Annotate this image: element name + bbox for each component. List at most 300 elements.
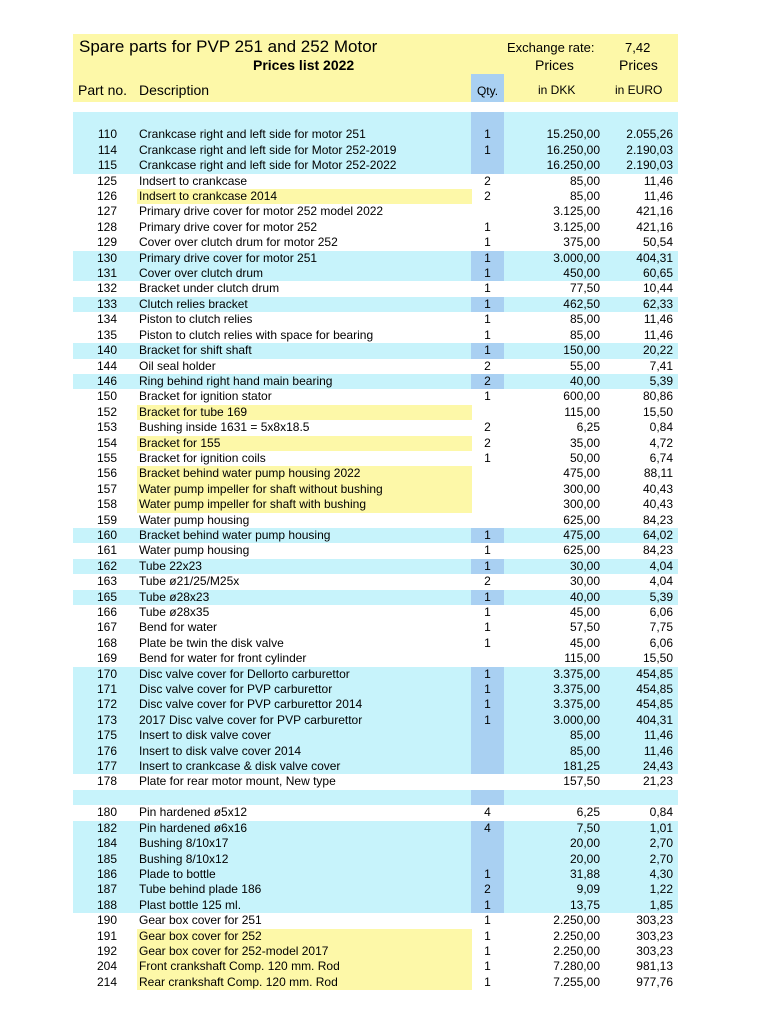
table-row [73,852,678,867]
part-quantity: 1 [471,590,504,605]
part-quantity: 1 [484,635,491,650]
price-euro: 0,84 [649,805,673,820]
part-description: Bracket for ignition stator [139,389,272,404]
price-dkk: 45,00 [569,605,600,619]
price-dkk: 35,00 [569,435,600,450]
part-quantity: 4 [484,805,491,820]
price-euro: 6,06 [649,635,673,650]
part-number: 172 [96,697,117,712]
table-row [73,143,678,158]
table-row [73,774,678,789]
part-description: Tube ø28x35 [139,605,210,619]
part-number: 191 [96,928,117,943]
table-row [73,744,678,759]
table-row [73,359,678,374]
price-euro: 15,50 [642,651,673,666]
part-description: Tube ø28x23 [139,589,210,604]
price-euro: 2,70 [649,851,673,866]
part-description: Gear box cover for 251 [139,913,262,928]
table-row [73,759,678,774]
price-euro: 11,46 [643,189,673,204]
price-dkk: 16.250,00 [546,142,600,157]
part-quantity: 4 [471,821,504,836]
table-row [73,451,678,466]
part-number: 190 [96,913,117,928]
price-euro: 62,33 [642,296,673,311]
part-number: 185 [96,851,117,866]
part-number: 153 [96,420,117,435]
part-description: Rear crankshaft Comp. 120 mm. Rod [137,975,472,990]
part-description: Plade to bottle [139,866,216,881]
part-description: Bushing 8/10x12 [139,851,229,866]
column-header-dkk: in DKK [538,83,576,97]
part-description: Bracket behind water pump housing [139,527,331,542]
part-description: Piston to clutch relies [139,312,253,327]
part-quantity [471,204,504,219]
part-quantity: 1 [484,913,491,928]
part-quantity: 2 [484,435,491,450]
price-euro: 40,43 [642,497,673,512]
table-row [73,466,678,481]
price-euro: 50,54 [642,235,673,250]
part-number: 214 [96,974,117,989]
price-euro: 11,46 [643,327,673,342]
part-quantity: 2 [484,574,491,589]
price-dkk: 13,75 [569,897,600,912]
part-number: 125 [96,173,117,188]
table-row [73,682,678,697]
table-row [73,497,678,512]
part-description: Tube 22x23 [139,558,202,573]
price-dkk: 9,09 [576,882,600,897]
price-dkk: 3.375,00 [553,666,600,681]
table-row [73,112,678,127]
price-dkk: 30,00 [569,574,600,589]
part-number: 169 [96,651,117,666]
part-number: 146 [96,373,117,388]
part-quantity: 1 [471,867,504,882]
part-description: Tube ø21/25/M25x [139,574,240,589]
price-dkk: 2.250,00 [553,928,600,943]
part-number: 176 [96,743,117,758]
table-row [73,559,678,574]
table-row [73,713,678,728]
part-description: Cover over clutch drum [139,266,264,281]
part-quantity [471,774,504,789]
part-number: 166 [96,605,117,619]
price-dkk: 3.125,00 [553,204,600,219]
part-description: Water pump impeller for shaft with bushing [137,497,472,512]
price-euro: 4,30 [649,866,673,881]
price-dkk: 625,00 [563,543,600,558]
part-quantity [471,513,504,528]
part-number: 175 [96,728,117,743]
price-dkk: 77,50 [569,281,600,296]
price-dkk: 2.250,00 [553,913,600,928]
table-row [73,405,678,420]
part-quantity [471,852,504,867]
part-description: Insert to crankcase & disk valve cover [139,759,341,774]
part-description: Indsert to crankcase 2014 [137,189,472,204]
part-quantity: 2 [484,420,491,435]
part-quantity: 1 [484,620,491,635]
part-number: 184 [96,836,117,851]
price-euro: 4,72 [649,435,673,450]
table-row [73,297,678,312]
price-euro: 404,31 [636,712,673,727]
price-euro: 1,85 [649,897,673,912]
price-euro: 11,46 [643,173,673,188]
price-dkk: 462,50 [563,296,600,311]
table-row [73,651,678,666]
price-euro: 1,01 [649,820,673,835]
table-row [73,913,678,928]
part-description: Crankcase right and left side for Motor 252-2019 [139,142,397,157]
price-euro: 88,11 [643,466,673,481]
price-dkk: 85,00 [569,312,600,327]
part-number: 204 [96,959,117,974]
price-dkk: 40,00 [569,589,600,604]
part-description: Plast bottle 125 ml. [139,897,242,912]
price-dkk: 300,00 [563,497,600,512]
part-number: 130 [96,250,117,265]
part-quantity: 1 [471,898,504,913]
price-dkk: 600,00 [563,389,600,404]
exchange-rate-value: 7,42 [625,40,651,55]
part-description: Primary drive cover for motor 252 [139,219,318,234]
price-dkk: 450,00 [563,266,600,281]
table-row [73,312,678,327]
part-quantity: 1 [484,543,491,558]
part-quantity: 1 [484,943,491,958]
price-dkk: 6,25 [576,420,600,435]
table-row [73,343,678,358]
table-row [73,174,678,189]
table-row [73,898,678,913]
part-number: 170 [96,666,117,681]
part-quantity [471,158,504,173]
table-row [73,420,678,435]
part-number: 159 [96,512,117,527]
part-number: 126 [96,189,117,204]
exchange-rate-label: Exchange rate: [507,40,595,55]
part-description: Pin hardened ø6x16 [139,820,248,835]
part-number: 161 [96,543,117,558]
part-number: 173 [96,712,117,727]
part-quantity: 1 [471,143,504,158]
part-quantity: 1 [471,559,504,574]
price-euro: 60,65 [642,266,673,281]
price-dkk: 150,00 [563,343,600,358]
part-number: 168 [96,635,117,650]
part-description: Front crankshaft Comp. 120 mm. Rod [137,959,472,974]
document-subtitle: Prices list 2022 [253,57,355,73]
part-number: 187 [96,882,117,897]
table-row [73,959,678,974]
price-dkk: 7,50 [576,820,600,835]
part-quantity [471,728,504,743]
part-description: Cover over clutch drum for motor 252 [139,235,338,250]
part-description: Water pump housing [139,512,250,527]
price-dkk: 2.250,00 [553,943,600,958]
table-row [73,374,678,389]
price-dkk: 85,00 [569,327,600,342]
price-dkk: 85,00 [569,173,600,188]
price-dkk: 6,25 [576,805,600,820]
part-description: Bend for water [139,620,218,635]
price-euro: 2,70 [649,836,673,851]
price-euro: 7,75 [649,620,673,635]
part-number: 178 [96,774,117,789]
price-dkk: 115,00 [564,404,600,419]
table-row [73,667,678,682]
part-description: Piston to clutch relies with space for bearing [139,327,374,342]
part-number: 162 [96,558,117,573]
price-dkk: 40,00 [569,373,600,388]
price-euro: 10,44 [642,281,673,296]
price-euro: 981,13 [636,959,673,974]
table-row [73,235,678,250]
column-header-euro: in EURO [615,83,663,97]
price-dkk: 7.280,00 [553,959,600,974]
price-dkk: 20,00 [569,851,600,866]
part-description: Bushing inside 1631 = 5x8x18.5 [139,420,310,435]
part-description: Bracket for ignition coils [139,450,266,465]
price-dkk: 85,00 [569,189,600,204]
part-description: Insert to disk valve cover 2014 [139,743,302,758]
part-description: Crankcase right and left side for motor 251 [139,127,366,142]
part-description: Plate be twin the disk valve [139,635,284,650]
part-description: Water pump housing [139,543,250,558]
price-euro: 421,16 [636,204,673,219]
price-dkk: 475,00 [563,527,600,542]
price-euro: 11,46 [643,743,673,758]
table-row [73,281,678,296]
part-description: Disc valve cover for PVP carburettor [139,682,333,697]
price-euro: 6,06 [649,605,673,619]
part-description: Primary drive cover for motor 251 [139,250,318,265]
part-description: Bracket behind water pump housing 2022 [137,466,472,481]
table-row [73,590,678,605]
part-description: Plate for rear motor mount, New type [139,774,336,789]
price-dkk: 375,00 [563,235,600,250]
part-quantity [471,482,504,497]
table-row [73,543,678,558]
price-euro: 421,16 [636,219,673,234]
table-row [73,620,678,635]
part-number: 160 [96,527,117,542]
part-number: 134 [96,312,117,327]
table-row [73,605,678,620]
part-description: Clutch relies bracket [139,296,248,311]
table-row [73,805,678,820]
table-row [73,836,678,851]
part-quantity [471,744,504,759]
table-row [73,266,678,281]
price-dkk: 157,50 [563,774,600,789]
part-number: 156 [96,466,117,481]
price-dkk: 85,00 [569,743,600,758]
part-number: 182 [96,820,117,835]
price-dkk: 57,50 [569,620,600,635]
price-dkk: 55,00 [569,358,600,373]
price-euro: 21,23 [642,774,673,789]
part-quantity: 2 [484,173,491,188]
part-quantity: 1 [471,266,504,281]
part-description: Bushing 8/10x17 [139,836,229,851]
part-quantity: 1 [471,343,504,358]
part-quantity: 1 [484,281,491,296]
table-row [73,867,678,882]
part-quantity [471,405,504,420]
price-euro: 6,74 [649,450,673,465]
table-row [73,220,678,235]
parts-table [73,112,678,990]
part-quantity: 1 [471,251,504,266]
price-dkk: 50,00 [569,450,600,465]
price-euro: 20,22 [642,343,673,358]
part-description: Water pump impeller for shaft without bushing [137,482,472,497]
part-number: 114 [97,142,117,157]
part-quantity: 1 [471,127,504,142]
price-euro: 454,85 [636,682,673,697]
part-quantity: 1 [484,928,491,943]
price-dkk: 115,00 [564,651,600,666]
part-number: 133 [96,296,117,311]
price-euro: 64,02 [642,527,673,542]
part-description: Insert to disk valve cover [139,728,272,743]
part-quantity [471,651,504,666]
part-number: 144 [96,358,117,373]
part-quantity: 1 [471,667,504,682]
column-header-description: Description [139,82,210,98]
price-dkk: 20,00 [569,836,600,851]
price-euro: 4,04 [649,574,673,589]
price-euro: 303,23 [636,943,673,958]
part-quantity [471,497,504,512]
part-quantity: 1 [471,697,504,712]
part-quantity: 1 [484,312,491,327]
part-quantity [471,112,504,127]
price-dkk: 3.000,00 [553,712,600,727]
part-number: 140 [96,343,117,358]
part-description: Bracket under clutch drum [139,281,280,296]
table-row [73,728,678,743]
part-number: 155 [96,450,117,465]
part-description: Gear box cover for 252 [137,929,472,944]
price-euro: 2.190,03 [626,142,673,157]
part-description: Crankcase right and left side for Motor 252-2022 [139,158,397,173]
table-row [73,204,678,219]
price-euro: 303,23 [636,913,673,928]
table-row [73,189,678,204]
price-euro: 24,43 [642,759,673,774]
price-dkk: 30,00 [569,558,600,573]
price-dkk: 300,00 [563,481,600,496]
price-dkk: 45,00 [569,635,600,650]
table-row [73,636,678,651]
part-description: Indsert to crankcase [139,173,248,188]
part-number: 132 [96,281,117,296]
price-euro: 1,22 [649,882,673,897]
table-row [73,482,678,497]
column-header-qty: Qty. [471,74,504,102]
table-row [73,821,678,836]
part-quantity [471,836,504,851]
part-description [137,112,472,127]
part-quantity [471,790,504,805]
part-description: Oil seal holder [139,358,216,373]
price-euro: 11,46 [643,728,673,743]
part-quantity: 2 [471,882,504,897]
price-euro: 5,39 [649,373,673,388]
price-euro: 15,50 [642,404,673,419]
part-quantity: 1 [484,235,491,250]
part-quantity: 1 [484,327,491,342]
column-header-part-no: Part no. [78,82,128,98]
part-quantity: 1 [484,974,491,989]
price-euro: 11,46 [643,312,673,327]
part-quantity: 1 [484,450,491,465]
price-euro: 2.190,03 [626,158,673,173]
part-number: 127 [96,204,117,219]
part-number: 154 [96,435,117,450]
part-description: 2017 Disc valve cover for PVP carburettor [139,712,363,727]
table-row [73,790,678,805]
price-dkk: 625,00 [563,512,600,527]
part-quantity: 1 [484,219,491,234]
table-row [73,574,678,589]
part-number: 171 [96,682,117,697]
part-description: Tube behind plade 186 [139,882,262,897]
price-dkk: 3.000,00 [553,250,600,265]
prices-dkk-heading: Prices [535,57,574,73]
part-quantity: 1 [484,605,491,619]
part-number: 150 [96,389,117,404]
part-number: 180 [96,805,117,820]
part-description: Pin hardened ø5x12 [139,805,248,820]
part-description: Ring behind right hand main bearing [139,373,333,388]
part-number: 167 [96,620,117,635]
part-number: 131 [96,266,117,281]
part-quantity: 1 [471,682,504,697]
part-description: Bracket for 155 [137,436,472,451]
table-row [73,436,678,451]
part-quantity: 2 [484,189,491,204]
price-dkk: 31,88 [569,866,600,881]
price-dkk: 3.375,00 [553,682,600,697]
part-description: Bend for water for front cylinder [139,651,307,666]
price-dkk: 475,00 [563,466,600,481]
part-quantity: 2 [471,374,504,389]
table-row [73,975,678,990]
part-number: 165 [96,589,117,604]
price-euro: 0,84 [649,420,673,435]
part-quantity: 1 [471,528,504,543]
part-description: Primary drive cover for motor 252 model 2022 [139,204,384,219]
price-euro: 454,85 [636,666,673,681]
prices-euro-heading: Prices [619,57,658,73]
part-number: 152 [96,404,117,419]
part-description [137,790,472,805]
part-number: 157 [96,481,117,496]
table-row [73,251,678,266]
document-title: Spare parts for PVP 251 and 252 Motor [79,37,378,56]
part-quantity [471,466,504,481]
price-euro: 977,76 [636,974,673,989]
price-euro: 7,41 [649,358,673,373]
price-dkk: 16.250,00 [546,158,600,173]
